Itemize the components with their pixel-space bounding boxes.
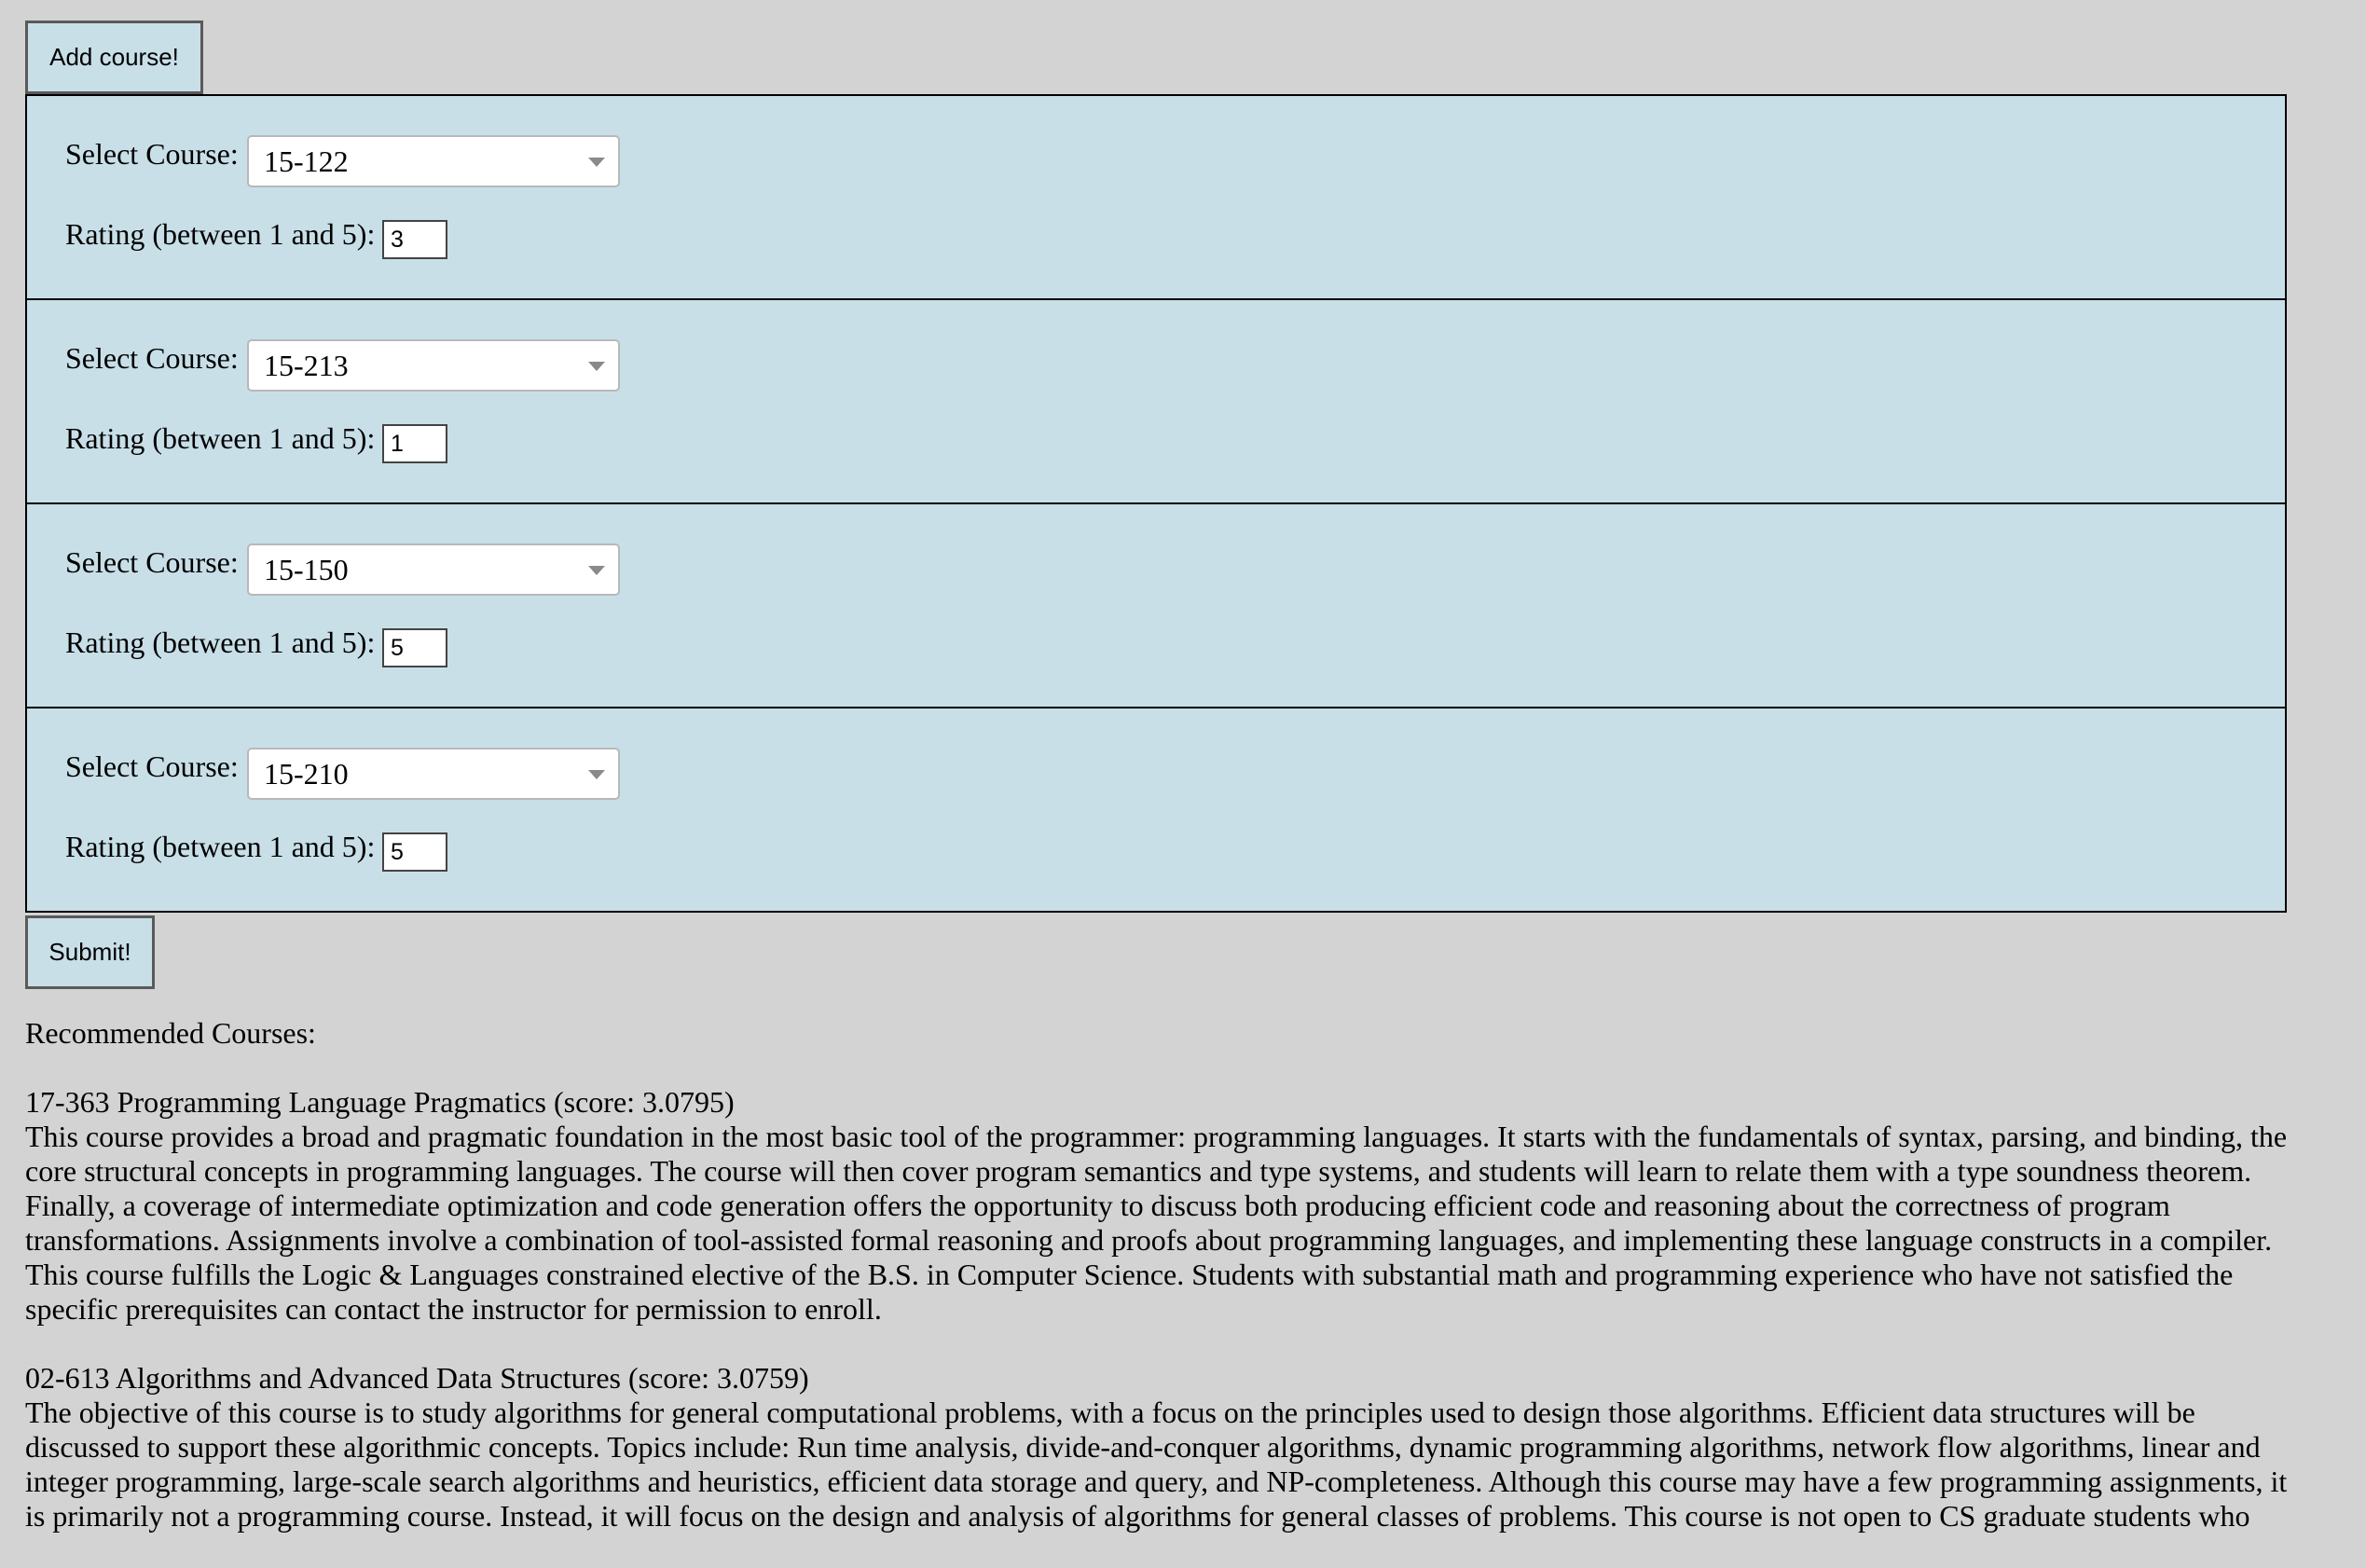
course-select-value: 15-210 — [264, 756, 349, 791]
rating-value: 3 — [391, 226, 404, 253]
course-select-value: 15-150 — [264, 552, 349, 586]
rating-label: Rating (between 1 and 5): — [65, 830, 376, 863]
course-select[interactable] — [247, 339, 620, 392]
chevron-down-icon — [588, 566, 605, 575]
course-select[interactable] — [247, 543, 620, 596]
rating-label: Rating (between 1 and 5): — [65, 421, 376, 455]
add-course-button[interactable]: Add course! — [25, 21, 203, 94]
course-entry — [25, 94, 2287, 298]
rating-value: 1 — [391, 430, 404, 457]
course-entry-list — [25, 94, 2287, 913]
chevron-down-icon — [588, 770, 605, 779]
rating-input[interactable] — [382, 832, 447, 872]
course-entry — [25, 502, 2287, 707]
rating-input[interactable] — [382, 628, 447, 667]
recommendation-description: This course provides a broad and pragmatic foundation in the most basic tool of the programmer: programming languages. It starts with the fundamentals of syntax, parsing, and binding, the core structural concepts in programming languages. The course will then cover program semantics and type systems, and students will learn to relate them with a type soundness theorem. Finally, a coverage of intermediate optimization and code generation offers the opportunity to discuss both producing efficient code and reasoning about the correctness of program transformations. Assignments involve a combination of tool-assisted formal reasoning and proofs about programming languages, and implementing these language constructs in a compiler. This course fulfills the Logic & Languages constrained elective of the B.S. in Computer Science. Students with substantial math and programming experience who have not satisfied the specific prerequisites can contact the instructor for permission to enroll. — [25, 1120, 2288, 1326]
course-select[interactable] — [247, 135, 620, 187]
select-course-label: Select Course: — [65, 137, 239, 171]
recommendation-list — [25, 1085, 2304, 1568]
submit-button[interactable]: Submit! — [25, 915, 155, 989]
recommendation-item — [25, 1085, 2304, 1327]
recommended-courses-heading: Recommended Courses: — [25, 1016, 316, 1050]
rating-label: Rating (between 1 and 5): — [65, 217, 376, 251]
recommendation-title: 02-613 Algorithms and Advanced Data Structures (score: 3.0759) — [25, 1361, 809, 1395]
course-entry — [25, 707, 2287, 913]
course-entry — [25, 298, 2287, 502]
select-course-label: Select Course: — [65, 341, 239, 375]
course-select-value: 15-213 — [264, 348, 349, 382]
select-course-label: Select Course: — [65, 750, 239, 783]
course-select[interactable] — [247, 748, 620, 800]
rating-input[interactable] — [382, 220, 447, 259]
course-select-value: 15-122 — [264, 144, 349, 178]
select-course-label: Select Course: — [65, 545, 239, 579]
recommendation-description: The objective of this course is to study algorithms for general computational problems, with a focus on the principles used to design those algorithms. Efficient data structures will be discussed to support these algorithmic concepts. Topics include: Run time analysis, divide-and-conquer algorithms, dynamic programming algorithms, network flow algorithms, linear and integer programming, large-scale search algorithms and heuristics, efficient data storage and query, and NP-completeness. Although this course may have a few programming assignments, it is primarily not a programming course. Instead, it will focus on the design and analysis of algorithms for general classes of problems. This course is not open to CS graduate students who — [25, 1396, 2288, 1533]
rating-label: Rating (between 1 and 5): — [65, 626, 376, 659]
chevron-down-icon — [588, 362, 605, 371]
chevron-down-icon — [588, 158, 605, 167]
rating-input[interactable] — [382, 424, 447, 463]
recommendation-item — [25, 1361, 2304, 1534]
recommendation-title: 17-363 Programming Language Pragmatics (score: 3.0795) — [25, 1085, 735, 1119]
rating-value: 5 — [391, 634, 404, 661]
rating-value: 5 — [391, 838, 404, 865]
